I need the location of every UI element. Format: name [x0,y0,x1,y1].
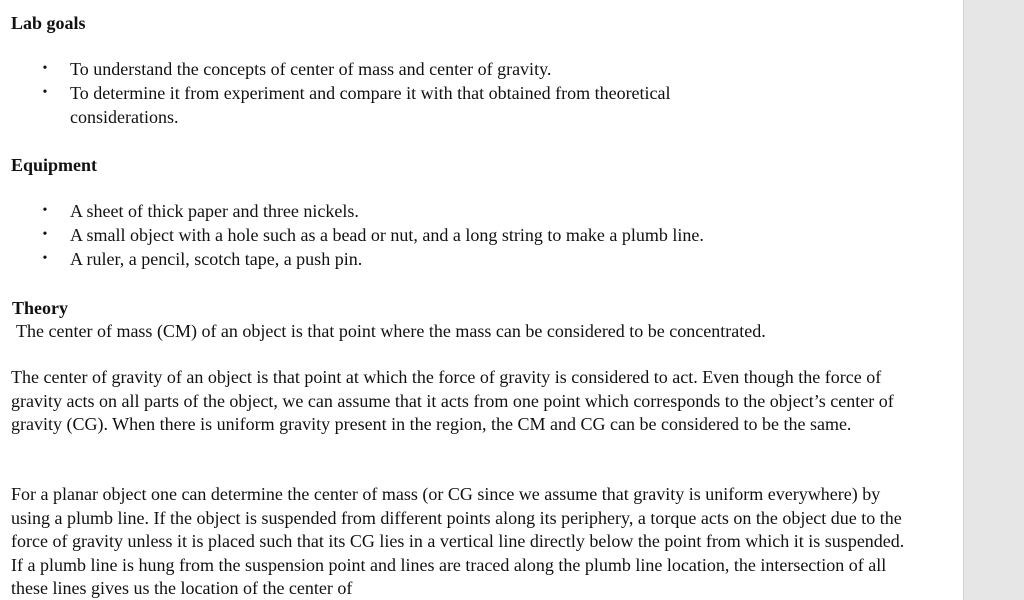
bullet-icon: • [42,85,48,100]
theory-heading: Theory [12,298,68,318]
list-item: • To understand the concepts of center of mass and center of gravity. [0,57,750,81]
lab-goals-heading: Lab goals [11,13,86,33]
list-item: • A sheet of thick paper and three nickels. [0,199,890,223]
bullet-icon: • [42,203,48,218]
lab-goals-list [0,57,750,129]
theory-paragraph-3: For a planar object one can determine the center of mass (or CG since we assume that gravity is uniform everywhere) by using a plumb line. If the object is suspended from different points along its periphery, a torque acts on the object due to the force of gravity unless it is placed such that its CG lies in a vertical line directly below the point from which it is suspended. If a plumb line is hung from the suspension point and lines are traced along the plumb line location, the intersection of all these lines gives us the location of the center of [11,484,905,598]
theory-paragraph-2: The center of gravity of an object is that point at which the force of gravity is considered to act. Even though the force of gravity acts on all parts of the object, we can assume that it acts from one point which corresponds to the object’s center of gravity (CG). When there is uniform gravity present in the region, the CM and CG can be considered to be the same. [11,367,894,434]
theory-paragraph-1: The center of mass (CM) of an object is that point where the mass can be considered to be concentrated. [16,321,766,341]
bullet-icon: • [42,61,48,76]
list-item: • A small object with a hole such as a bead or nut, and a long string to make a plumb line. [0,223,890,247]
bullet-icon: • [42,227,48,242]
bullet-icon: • [42,251,48,266]
equipment-heading: Equipment [11,155,98,175]
equipment-list [0,199,890,271]
list-item: • To determine it from experiment and compare it with that obtained from theoretical considerations. [0,81,750,129]
side-panel [963,0,1024,600]
list-item: • A ruler, a pencil, scotch tape, a push pin. [0,247,890,271]
